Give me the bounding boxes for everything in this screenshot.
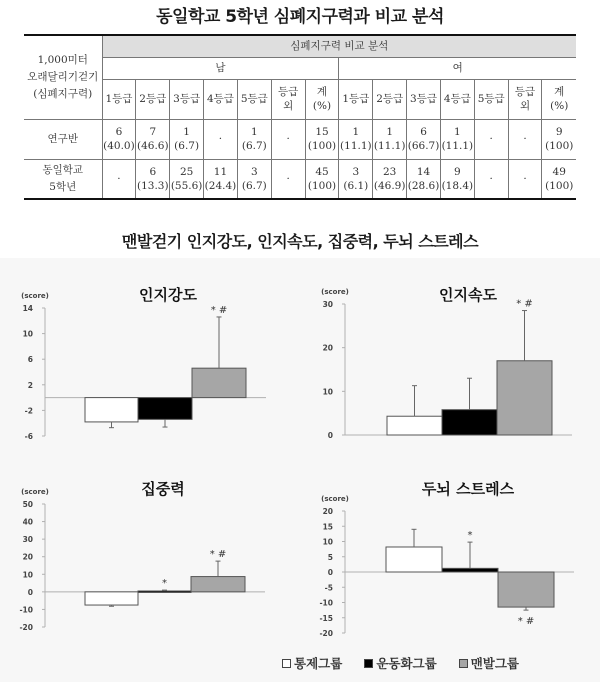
value-cell: · xyxy=(474,119,508,159)
bar-shoes xyxy=(138,398,192,420)
legend-label: 운동화그룹 xyxy=(376,656,437,671)
grade-header-cell: 계 (%) xyxy=(542,79,576,119)
group-header-cell: 여 xyxy=(339,57,576,79)
value-cell: 49 (100) xyxy=(542,159,576,199)
value-cell: 1 (6.7) xyxy=(170,119,204,159)
significance-marker: * # xyxy=(210,304,228,316)
value-cell: · xyxy=(508,119,542,159)
charts-title: 맨발걷기 인지강도, 인지속도, 집중력, 두뇌 스트레스 xyxy=(121,232,479,251)
value-cell: 3 (6.1) xyxy=(339,159,373,199)
bar-barefoot xyxy=(498,572,554,607)
y-tick-label: 10 xyxy=(22,570,33,580)
y-tick-label: 20 xyxy=(22,552,33,562)
legend xyxy=(282,654,519,672)
grade-header-cell: 3등급 xyxy=(170,79,204,119)
y-tick-label: 2 xyxy=(27,380,33,390)
value-cell: 14 (28.6) xyxy=(407,159,441,199)
value-cell: · xyxy=(204,119,238,159)
y-tick-label: 0 xyxy=(327,431,333,440)
value-cell: · xyxy=(102,159,136,199)
y-tick-label: -10 xyxy=(19,605,33,615)
grade-header-cell: 1등급 xyxy=(102,79,136,119)
y-tick-label: -20 xyxy=(19,623,33,632)
bar-control xyxy=(85,592,138,605)
bar-barefoot xyxy=(191,577,245,592)
value-cell: 23 (46.9) xyxy=(373,159,407,199)
value-cell: · xyxy=(271,119,305,159)
shoes-swatch-icon xyxy=(364,659,373,668)
y-tick-label: 14 xyxy=(22,304,33,313)
y-tick-label: 30 xyxy=(22,535,33,545)
y-tick-label: 40 xyxy=(22,517,33,527)
y-tick-label: 10 xyxy=(322,537,333,547)
value-cell: 6 (13.3) xyxy=(136,159,170,199)
y-tick-label: -5 xyxy=(324,583,333,593)
y-tick-label: 6 xyxy=(27,355,33,365)
value-cell: 25 (55.6) xyxy=(170,159,204,199)
bar-control xyxy=(387,416,442,435)
value-cell: 1 (11.1) xyxy=(373,119,407,159)
legend-label: 통제그룹 xyxy=(294,656,343,671)
y-tick-label: -15 xyxy=(319,613,333,623)
bar-control xyxy=(386,547,442,572)
value-cell: 1 (6.7) xyxy=(237,119,271,159)
significance-marker: * xyxy=(162,578,167,590)
value-cell: 15 (100) xyxy=(305,119,339,159)
y-axis-label: (score) xyxy=(21,488,49,496)
y-axis-label: (score) xyxy=(21,292,49,300)
y-tick-label: 50 xyxy=(22,500,33,509)
grade-header-cell: 2등급 xyxy=(136,79,170,119)
legend-item-barefoot xyxy=(459,654,519,672)
grade-header-cell: 2등급 xyxy=(373,79,407,119)
value-cell: 45 (100) xyxy=(305,159,339,199)
y-tick-label: 20 xyxy=(322,507,333,516)
row-label-cell: 동일학교 5학년 xyxy=(24,159,102,199)
value-cell: 6 (40.0) xyxy=(102,119,136,159)
value-cell: 1 (11.1) xyxy=(440,119,474,159)
row-header-cell: 1,000미터 오래달리기걷기 (심폐지구력) xyxy=(24,35,102,119)
y-tick-label: -2 xyxy=(24,406,33,416)
y-tick-label: -20 xyxy=(319,629,333,638)
y-axis-label: (score) xyxy=(321,288,349,296)
y-tick-label: 0 xyxy=(327,568,333,577)
significance-marker: * # xyxy=(516,298,533,310)
grade-header-cell: 5등급 xyxy=(474,79,508,119)
legend-item-control xyxy=(282,654,342,672)
barefoot-swatch-icon xyxy=(459,659,468,668)
y-tick-label: 5 xyxy=(327,552,333,562)
y-tick-label: -6 xyxy=(24,432,33,441)
chart-title: 두뇌 스트레스 xyxy=(421,480,515,498)
y-tick-label: 10 xyxy=(322,387,333,397)
value-cell: 11 (24.4) xyxy=(204,159,238,199)
value-cell: 9 (100) xyxy=(542,119,576,159)
bar-barefoot xyxy=(497,361,552,435)
bar-shoes xyxy=(138,591,191,593)
value-cell: 3 (6.7) xyxy=(237,159,271,199)
value-cell: 9 (18.4) xyxy=(440,159,474,199)
grade-header-cell: 3등급 xyxy=(407,79,441,119)
significance-marker: * # xyxy=(517,616,535,628)
grade-header-cell: 4등급 xyxy=(440,79,474,119)
row-label-cell: 연구반 xyxy=(24,119,102,159)
value-cell: · xyxy=(271,159,305,199)
y-tick-label: -10 xyxy=(319,598,333,608)
legend-item-shoes xyxy=(364,654,436,672)
chart-title: 인지강도 xyxy=(139,286,197,304)
y-tick-label: 15 xyxy=(322,522,333,532)
grade-header-cell: 등급 외 xyxy=(508,79,542,119)
y-tick-label: 20 xyxy=(322,343,333,353)
grade-header-cell: 1등급 xyxy=(339,79,373,119)
value-cell: · xyxy=(508,159,542,199)
control-swatch-icon xyxy=(282,659,291,668)
group-header-cell: 남 xyxy=(102,57,339,79)
bar-shoes xyxy=(442,568,498,572)
page-title: 동일학교 5학년 심폐지구력과 비교 분석 xyxy=(156,7,444,27)
chart-title: 인지속도 xyxy=(439,286,497,304)
value-cell: 6 (66.7) xyxy=(407,119,441,159)
value-cell: · xyxy=(474,159,508,199)
bar-control xyxy=(85,398,138,422)
y-tick-label: 30 xyxy=(322,300,333,309)
chart-title: 집중력 xyxy=(141,480,185,498)
significance-marker: * xyxy=(467,530,473,542)
bar-barefoot xyxy=(192,368,246,397)
bar-shoes xyxy=(442,410,497,435)
grade-header-cell: 5등급 xyxy=(237,79,271,119)
grade-header-cell: 계 (%) xyxy=(305,79,339,119)
y-tick-label: 10 xyxy=(22,329,33,339)
main-header-cell: 심폐지구력 비교 분석 xyxy=(102,35,576,57)
grade-header-cell: 등급 외 xyxy=(271,79,305,119)
legend-label: 맨발그룹 xyxy=(470,656,520,671)
value-cell: 7 (46.6) xyxy=(136,119,170,159)
y-axis-label: (score) xyxy=(321,495,349,503)
grade-header-cell: 4등급 xyxy=(204,79,238,119)
significance-marker: * # xyxy=(209,549,227,561)
value-cell: 1 (11.1) xyxy=(339,119,373,159)
y-tick-label: 0 xyxy=(27,587,33,597)
